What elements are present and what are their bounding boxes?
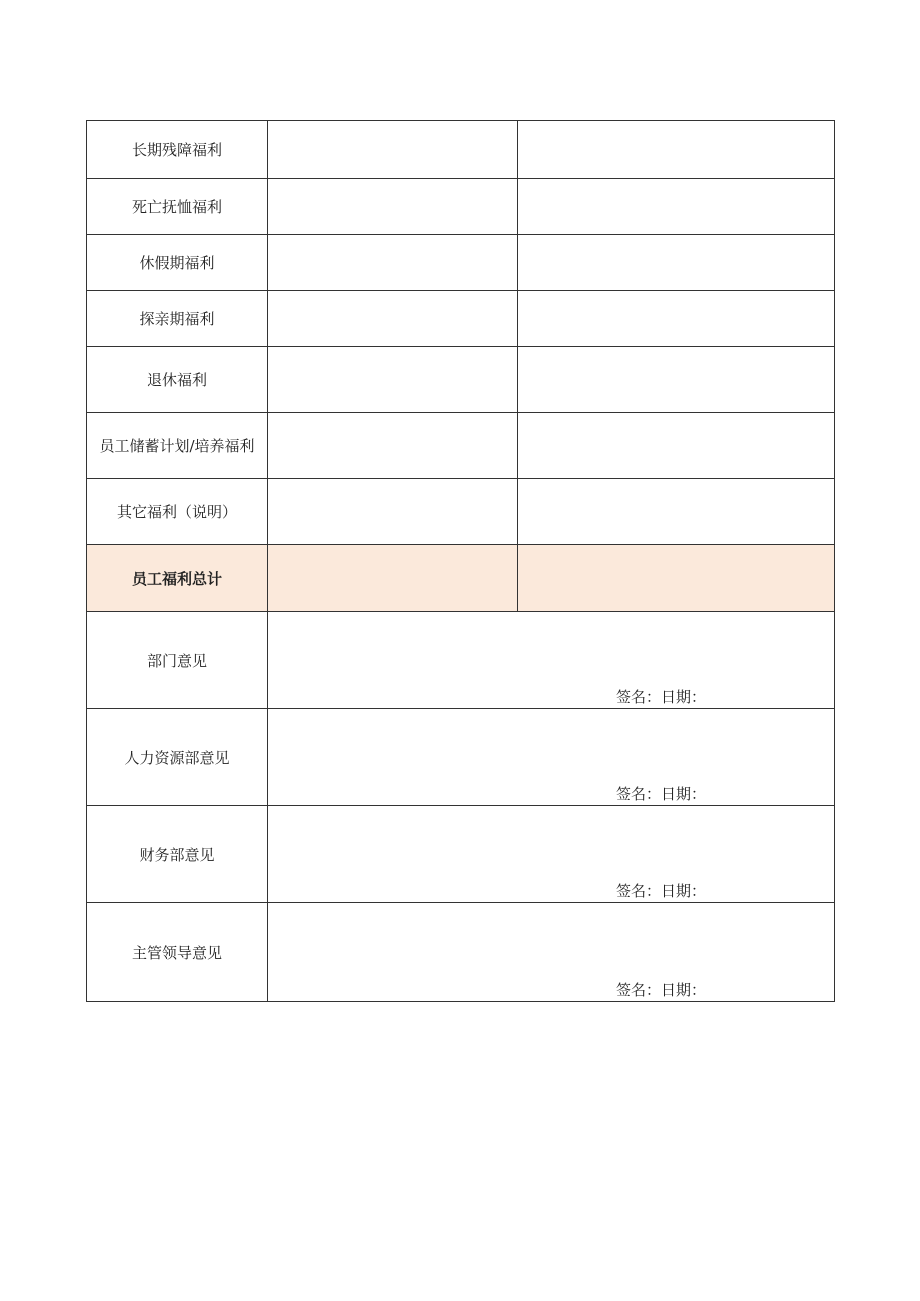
table-row [87, 291, 835, 347]
hr-opinion-cell[interactable] [268, 709, 835, 806]
table-row [87, 413, 835, 479]
retirement-benefit-value-cell[interactable] [268, 347, 518, 413]
other-benefits-note-cell[interactable] [518, 479, 835, 545]
opinion-row [87, 903, 835, 1002]
other-benefits-value-cell[interactable] [268, 479, 518, 545]
savings-training-benefit-value-cell[interactable] [268, 413, 518, 479]
row-label-death-benefit: 死亡抚恤福利 [87, 179, 268, 235]
signature-label: 签名： [616, 688, 662, 706]
vacation-benefit-note-cell[interactable] [518, 235, 835, 291]
row-label-hr-opinion: 人力资源部意见 [87, 709, 268, 806]
row-label-family-visit-benefit: 探亲期福利 [87, 291, 268, 347]
table-row [87, 479, 835, 545]
table-row [87, 347, 835, 413]
vacation-benefit-value-cell[interactable] [268, 235, 518, 291]
table-row [87, 121, 835, 179]
date-label: 日期： [661, 981, 707, 999]
savings-training-benefit-note-cell[interactable] [518, 413, 835, 479]
row-label-other-benefits: 其它福利（说明） [87, 479, 268, 545]
row-label-savings-training-benefit: 员工储蓄计划/培养福利 [87, 413, 268, 479]
death-benefit-note-cell[interactable] [518, 179, 835, 235]
signature-label: 签名： [616, 981, 662, 999]
table-row [87, 179, 835, 235]
long-term-disability-note-cell[interactable] [518, 121, 835, 179]
department-opinion-cell[interactable] [268, 612, 835, 709]
row-label-retirement-benefit: 退休福利 [87, 347, 268, 413]
row-label-benefits-total: 员工福利总计 [87, 545, 268, 612]
signature-label: 签名： [616, 882, 662, 900]
supervisor-opinion-cell[interactable] [268, 903, 835, 1002]
benefits-total-note-cell[interactable] [518, 545, 835, 612]
signature-date-line [616, 979, 706, 1000]
benefits-total-value-cell[interactable] [268, 545, 518, 612]
date-label: 日期： [661, 882, 707, 900]
row-label-long-term-disability: 长期残障福利 [87, 121, 268, 179]
benefits-form-table [86, 120, 835, 1002]
family-visit-benefit-value-cell[interactable] [268, 291, 518, 347]
long-term-disability-value-cell[interactable] [268, 121, 518, 179]
signature-label: 签名： [616, 785, 662, 803]
death-benefit-value-cell[interactable] [268, 179, 518, 235]
row-label-finance-opinion: 财务部意见 [87, 806, 268, 903]
row-label-department-opinion: 部门意见 [87, 612, 268, 709]
date-label: 日期： [661, 688, 707, 706]
family-visit-benefit-note-cell[interactable] [518, 291, 835, 347]
table-row [87, 235, 835, 291]
opinion-row [87, 806, 835, 903]
retirement-benefit-note-cell[interactable] [518, 347, 835, 413]
opinion-row [87, 612, 835, 709]
signature-date-line [616, 880, 706, 901]
total-row [87, 545, 835, 612]
row-label-supervisor-opinion: 主管领导意见 [87, 903, 268, 1002]
row-label-vacation-benefit: 休假期福利 [87, 235, 268, 291]
signature-date-line [616, 686, 706, 707]
finance-opinion-cell[interactable] [268, 806, 835, 903]
date-label: 日期： [661, 785, 707, 803]
signature-date-line [616, 783, 706, 804]
opinion-row [87, 709, 835, 806]
